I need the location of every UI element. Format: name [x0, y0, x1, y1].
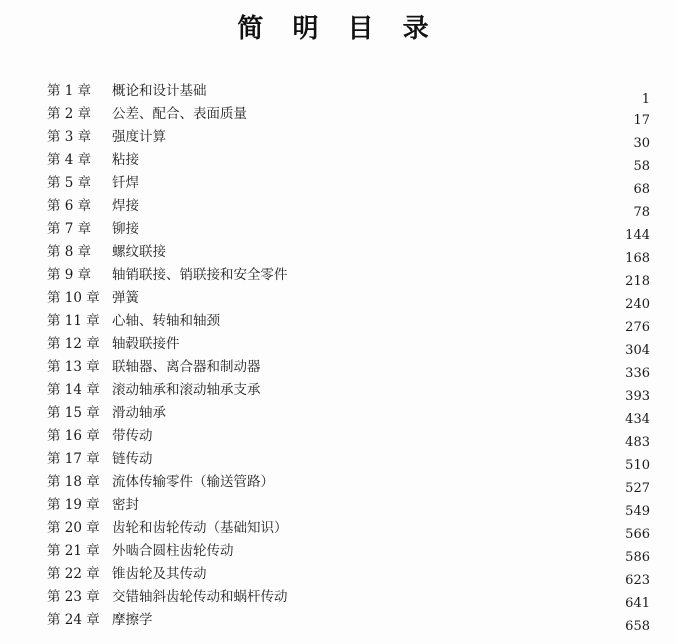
chapter-title: 密封: [112, 497, 139, 513]
page-number: 434: [625, 412, 650, 427]
toc-entry: [0, 609, 676, 632]
toc-entry: [0, 310, 676, 333]
chapter-title: 联轴器、离合器和制动器: [112, 359, 261, 375]
chapter-title: 钎焊: [112, 175, 139, 191]
chapter-number: 第 20 章: [47, 520, 100, 536]
page-number: 623: [625, 573, 650, 588]
page-number: 510: [625, 458, 650, 473]
toc-entry: [0, 195, 676, 218]
chapter-title: 滚动轴承和滚动轴承支承: [112, 382, 261, 398]
chapter-number: 第 18 章: [47, 474, 100, 490]
chapter-number: 第 8 章: [47, 244, 92, 260]
toc-entry: [0, 126, 676, 149]
page-number: 17: [633, 113, 650, 128]
chapter-number: 第 7 章: [47, 221, 92, 237]
chapter-number: 第 13 章: [47, 359, 100, 375]
chapter-title: 粘接: [112, 152, 139, 168]
toc-entry: [0, 448, 676, 471]
chapter-title: 铆接: [112, 221, 139, 237]
toc-entry: [0, 264, 676, 287]
toc-entry: [0, 540, 676, 563]
chapter-title: 摩擦学: [112, 612, 153, 628]
toc-entry: [0, 402, 676, 425]
page-number: 658: [625, 619, 650, 634]
page-number: 68: [633, 182, 650, 197]
chapter-number: 第 15 章: [47, 405, 100, 421]
chapter-number: 第 2 章: [47, 106, 92, 122]
page-number: 641: [625, 596, 650, 611]
chapter-title: 螺纹联接: [112, 244, 166, 260]
chapter-number: 第 16 章: [47, 428, 100, 444]
chapter-number: 第 19 章: [47, 497, 100, 513]
chapter-title: 外啮合圆柱齿轮传动: [112, 543, 234, 559]
page-number: 336: [625, 366, 650, 381]
chapter-number: 第 1 章: [47, 83, 92, 99]
page-number: 566: [625, 527, 650, 542]
chapter-title: 流体传输零件（输送管路）: [112, 474, 274, 490]
page-number: 527: [625, 481, 650, 496]
chapter-number: 第 10 章: [47, 290, 100, 306]
toc-entry: [0, 471, 676, 494]
chapter-title: 概论和设计基础: [112, 83, 207, 99]
chapter-title: 公差、配合、表面质量: [112, 106, 247, 122]
toc-entry: [0, 103, 676, 126]
chapter-number: 第 3 章: [47, 129, 92, 145]
toc-entry: [0, 172, 676, 195]
page-number: 1: [641, 92, 650, 107]
chapter-number: 第 17 章: [47, 451, 100, 467]
page-number: 30: [633, 136, 650, 151]
toc-entry: [0, 586, 676, 609]
chapter-number: 第 23 章: [47, 589, 100, 605]
chapter-number: 第 12 章: [47, 336, 100, 352]
chapter-number: 第 14 章: [47, 382, 100, 398]
chapter-number: 第 22 章: [47, 566, 100, 582]
page-number: 58: [633, 159, 650, 174]
chapter-title: 心轴、转轴和轴颈: [112, 313, 220, 329]
chapter-number: 第 6 章: [47, 198, 92, 214]
page-number: 218: [625, 274, 650, 289]
chapter-title: 带传动: [112, 428, 153, 444]
page-number: 78: [633, 205, 650, 220]
page-number: 144: [625, 228, 650, 243]
chapter-number: 第 4 章: [47, 152, 92, 168]
page-number: 304: [625, 343, 650, 358]
page-number: 240: [625, 297, 650, 312]
chapter-title: 强度计算: [112, 129, 166, 145]
toc-entry: [0, 149, 676, 172]
page-number: 393: [625, 389, 650, 404]
toc-entry: [0, 379, 676, 402]
chapter-title: 锥齿轮及其传动: [112, 566, 207, 582]
chapter-number: 第 9 章: [47, 267, 92, 283]
chapter-title: 轴销联接、销联接和安全零件: [112, 267, 288, 283]
table-of-contents: [0, 80, 676, 632]
toc-entry: [0, 356, 676, 379]
toc-entry: [0, 425, 676, 448]
toc-entry: [0, 80, 676, 107]
chapter-title: 交错轴斜齿轮传动和蜗杆传动: [112, 589, 288, 605]
page-number: 276: [625, 320, 650, 335]
chapter-title: 焊接: [112, 198, 139, 214]
chapter-title: 轴毂联接件: [112, 336, 180, 352]
page-title: 简 明 目 录: [237, 14, 439, 44]
toc-entry: [0, 563, 676, 586]
toc-entry: [0, 494, 676, 517]
page-number: 168: [625, 251, 650, 266]
toc-entry: [0, 333, 676, 356]
page-number: 483: [625, 435, 650, 450]
toc-entry: [0, 218, 676, 241]
chapter-title: 滑动轴承: [112, 405, 166, 421]
page-number: 549: [625, 504, 650, 519]
chapter-number: 第 21 章: [47, 543, 100, 559]
toc-entry: [0, 287, 676, 310]
chapter-number: 第 5 章: [47, 175, 92, 191]
chapter-number: 第 11 章: [47, 313, 100, 329]
toc-entry: [0, 241, 676, 264]
page-number: 586: [625, 550, 650, 565]
chapter-number: 第 24 章: [47, 612, 100, 628]
chapter-title: 齿轮和齿轮传动（基础知识）: [112, 520, 288, 536]
toc-entry: [0, 517, 676, 540]
chapter-title: 链传动: [112, 451, 153, 467]
chapter-title: 弹簧: [112, 290, 139, 306]
